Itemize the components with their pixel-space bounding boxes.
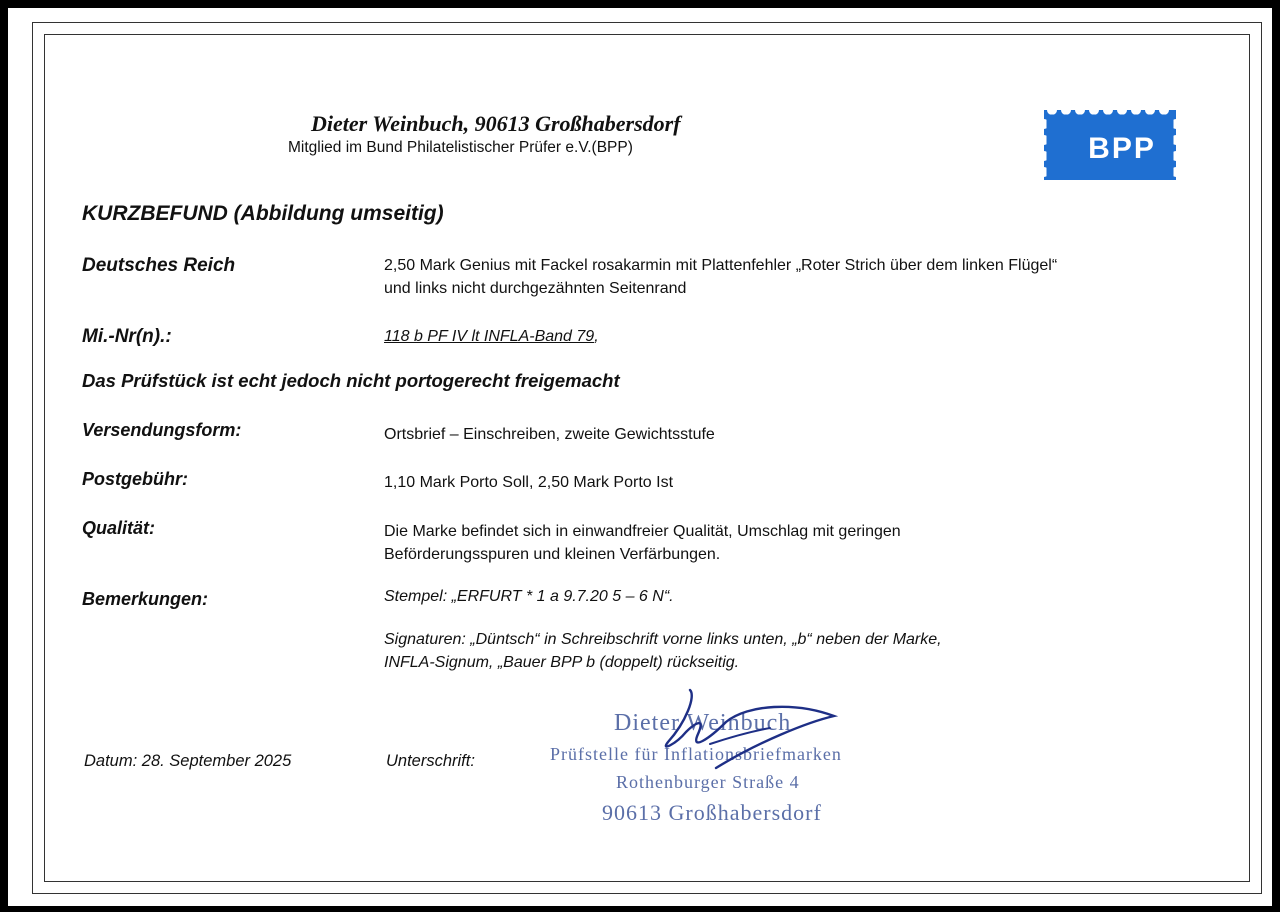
area-label: Deutsches Reich xyxy=(82,255,236,276)
examiner-membership: Mitglied im Bund Philatelistischer Prüfer e.V.(BPP) xyxy=(288,139,633,156)
area-value-line-2: und links nicht durchgezähnten Seitenrand xyxy=(384,280,687,297)
remarks-label: Bemerkungen: xyxy=(82,589,209,609)
stamp-line-4: 90613 Großhabersdorf xyxy=(602,800,822,825)
catalog-suffix: , xyxy=(594,328,599,345)
shipping-value: Ortsbrief – Einschreiben, zweite Gewichtsstufe xyxy=(384,426,715,443)
area-value-line-1: 2,50 Mark Genius mit Fackel rosakarmin mit Plattenfehler „Roter Strich über dem linken Flügel“ xyxy=(384,257,1058,274)
shipping-label: Versendungsform: xyxy=(82,420,242,440)
handwritten-signature xyxy=(598,682,858,782)
stamp-line-2: Prüfstelle für Inflationsbriefmarken xyxy=(550,744,842,764)
examiner-name: Dieter Weinbuch, 90613 Großhabersdorf xyxy=(311,111,681,136)
signature-label: Unterschrift: xyxy=(386,752,475,770)
authenticity-statement: Das Prüfstück ist echt jedoch nicht portogerecht freigemacht xyxy=(82,370,620,391)
postage-label: Postgebühr: xyxy=(82,469,188,489)
document-title: KURZBEFUND (Abbildung umseitig) xyxy=(82,202,444,225)
signatures-line-1: Signaturen: „Düntsch“ in Schreibschrift vorne links unten, „b“ neben der Marke, xyxy=(384,631,942,648)
bpp-logo-icon xyxy=(1034,100,1186,188)
certificate-date: Datum: 28. September 2025 xyxy=(84,752,292,770)
quality-value-line-2: Beförderungsspuren und kleinen Verfärbungen. xyxy=(384,546,721,563)
quality-label: Qualität: xyxy=(82,518,156,538)
postage-value: 1,10 Mark Porto Soll, 2,50 Mark Porto Ist xyxy=(384,474,674,491)
catalog-number: 118 b PF IV lt INFLA-Band 79 xyxy=(384,328,595,345)
catalog-value xyxy=(384,326,599,348)
quality-value-line-1: Die Marke befindet sich in einwandfreier Qualität, Umschlag mit geringen xyxy=(384,523,901,540)
catalog-label: Mi.-Nr(n).: xyxy=(82,326,172,347)
stamp-line-1: Dieter Weinbuch xyxy=(614,710,792,736)
signatures-line-2: INFLA-Signum, „Bauer BPP b (doppelt) rückseitig. xyxy=(384,654,740,671)
postmark-value: Stempel: „ERFURT * 1 a 9.7.20 5 – 6 N“. xyxy=(384,588,674,605)
certificate-page xyxy=(8,8,1272,906)
stamp-line-3: Rothenburger Straße 4 xyxy=(616,772,800,792)
bpp-logo-text: BPP xyxy=(1088,132,1156,165)
